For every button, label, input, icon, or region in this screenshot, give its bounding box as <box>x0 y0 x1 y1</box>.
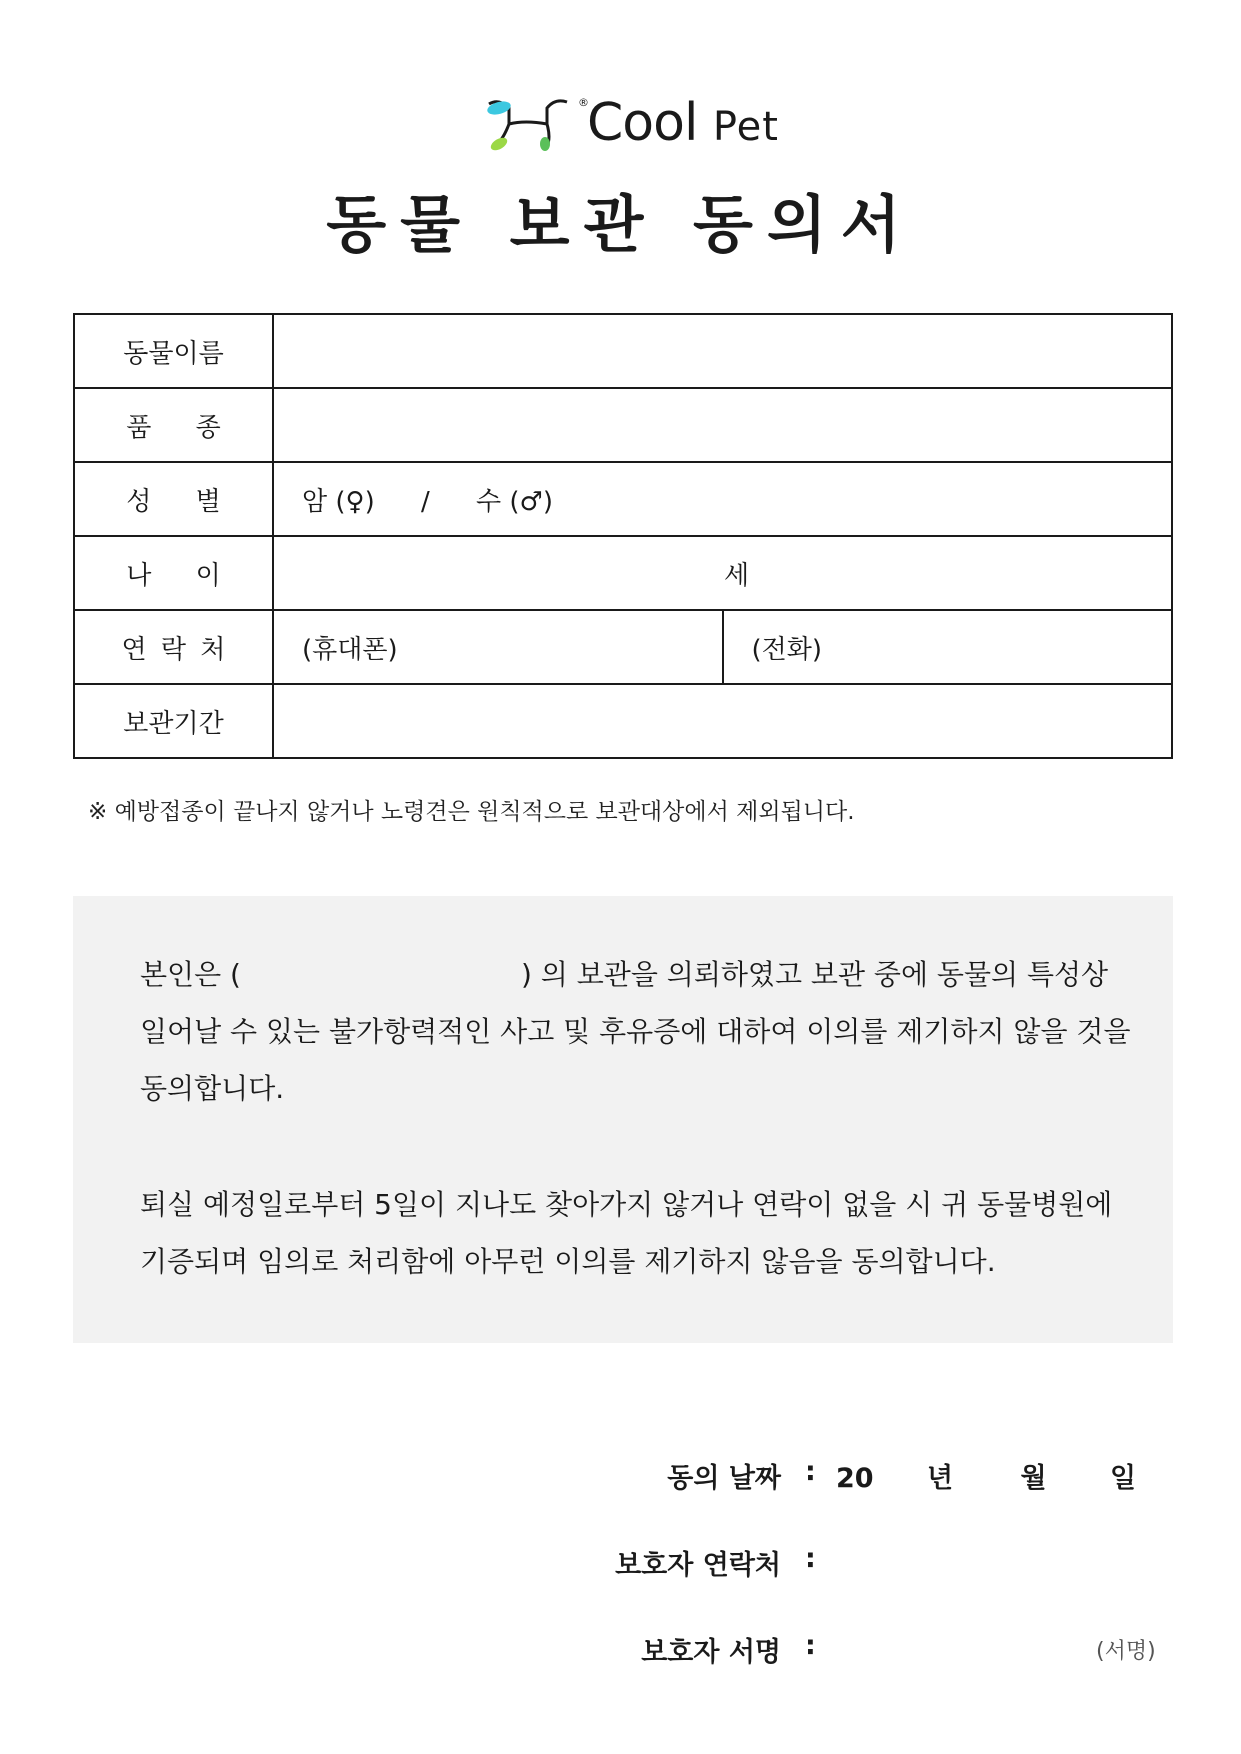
label-age: 나 이 <box>74 536 273 610</box>
table-row <box>74 314 1172 388</box>
brand-name: Cool Pet <box>587 93 779 153</box>
pet-name-field[interactable] <box>273 314 1172 388</box>
agreement-paragraph-2: 퇴실 예정일로부터 5일이 지나도 찾아가지 않거나 연락이 없을 시 귀 동물병원에 기증되며 임의로 처리함에 아무런 이의를 제기하지 않음을 동의합니다. <box>140 1188 1113 1278</box>
table-row <box>74 536 1172 610</box>
table-row <box>74 684 1172 758</box>
agreement-paragraph-1: 본인은 ( ) 의 보관을 의뢰하였고 보관 중에 동물의 특성상 일어날 수 있는 불가항력적인 사고 및 후유증에 대하여 이의를 제기하지 않을 것을 동의합니다. <box>140 958 1131 1105</box>
contact-phone-field[interactable] <box>723 610 1173 684</box>
gender-separator: / <box>420 486 430 517</box>
contact-phone-label: (전화) <box>751 634 823 665</box>
gender-male-option[interactable]: 수 (♂) <box>476 486 553 517</box>
label-breed: 품 종 <box>74 388 273 462</box>
registered-mark: ® <box>578 96 589 109</box>
age-unit: 세 <box>723 560 750 591</box>
brand-logo <box>485 92 785 154</box>
guardian-contact-label: 보호자 연락처 <box>615 1550 781 1581</box>
label-contact: 연 락 처 <box>74 610 273 684</box>
period-field[interactable] <box>273 684 1172 758</box>
contact-mobile-label: (휴대폰) <box>302 634 398 665</box>
document-title: 동물 보관 동의서 <box>326 188 915 261</box>
gender-field[interactable] <box>273 462 1172 536</box>
contact-mobile-field[interactable] <box>273 610 723 684</box>
table-row <box>74 388 1172 462</box>
label-gender: 성 별 <box>74 462 273 536</box>
gender-female-option[interactable]: 암 (♀) <box>302 486 375 517</box>
breed-field[interactable] <box>273 388 1172 462</box>
age-field[interactable] <box>273 536 1172 610</box>
pet-info-table <box>73 313 1173 759</box>
table-row <box>74 462 1172 536</box>
table-row <box>74 610 1172 684</box>
label-period: 보관기간 <box>74 684 273 758</box>
agreement-box <box>73 896 1173 1343</box>
coolpet-logo-icon <box>485 94 577 152</box>
label-pet-name: 동물이름 <box>74 314 273 388</box>
agree-date-field[interactable]: 20 년 월 일 <box>836 1463 1137 1494</box>
sign-note: (서명) <box>1096 1639 1156 1664</box>
agree-date-label: 동의 날짜 <box>667 1463 781 1494</box>
vaccination-note: ※ 예방접종이 끝나지 않거나 노령견은 원칙적으로 보관대상에서 제외됩니다. <box>88 799 855 825</box>
guardian-sign-label: 보호자 서명 <box>641 1637 781 1668</box>
